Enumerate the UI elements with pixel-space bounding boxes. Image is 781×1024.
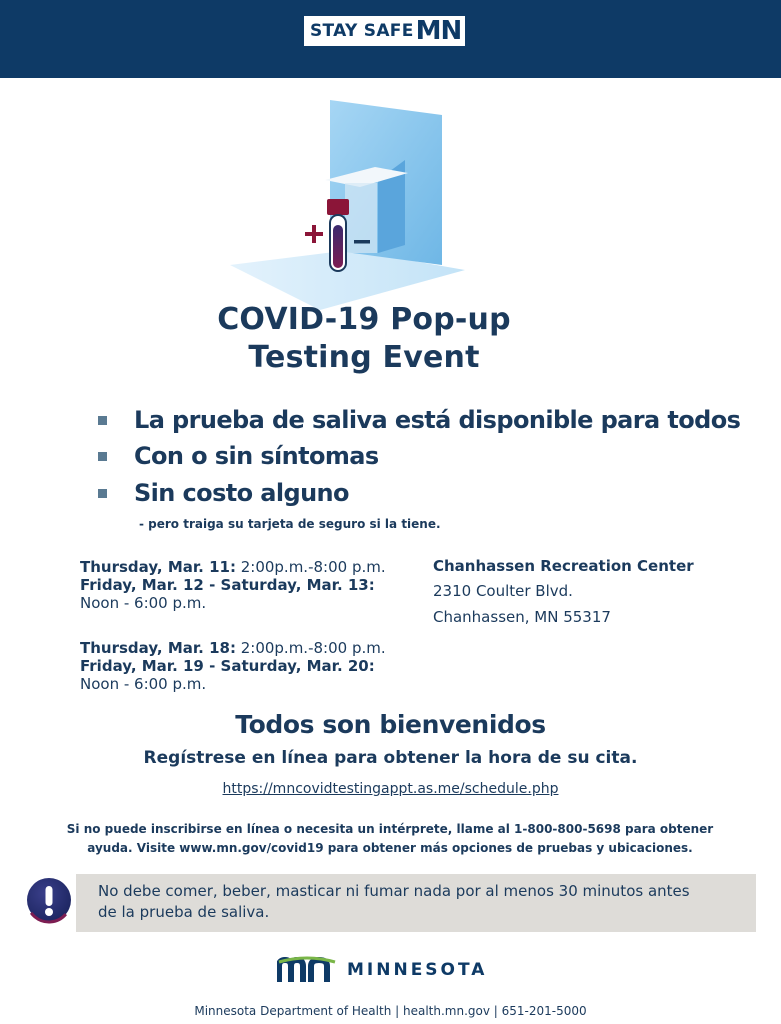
bullet-square-icon xyxy=(98,452,107,461)
bullet-square-icon xyxy=(98,489,107,498)
title-line-2: Testing Event xyxy=(248,340,480,375)
minnesota-logo xyxy=(277,956,487,984)
bullet-text: La prueba de saliva está disponible para todos xyxy=(134,406,741,434)
logo-stay-safe-text: STAY SAFE xyxy=(310,21,414,41)
test-tube-illustration xyxy=(200,95,490,315)
schedule-link[interactable]: https://mncovidtestingappt.as.me/schedule.php xyxy=(222,781,559,797)
logo-mn-text: MN xyxy=(415,16,462,46)
help-text-line: Si no puede inscribirse en línea o necesita un intérprete, llame al 1-800-800-5698 para obtener xyxy=(66,822,714,836)
bullet-item xyxy=(98,442,379,470)
schedule-day-label: Thursday, Mar. 18: xyxy=(80,639,236,657)
schedule-day-label: Friday, Mar. 19 - Saturday, Mar. 20: xyxy=(80,657,375,675)
schedule-time: 2:00p.m.-8:00 p.m. xyxy=(235,558,386,576)
help-text-line: ayuda. Visite www.mn.gov/covid19 para obtener más opciones de pruebas y ubicaciones. xyxy=(87,841,693,855)
location-city: Chanhassen, MN 55317 xyxy=(433,608,611,626)
welcome-heading: Todos son bienvenidos xyxy=(235,710,546,739)
help-text xyxy=(60,820,720,858)
header-bar xyxy=(0,0,781,78)
schedule-time: Noon - 6:00 p.m. xyxy=(80,675,207,693)
footer-contact-line: Minnesota Department of Health | health.mn.gov | 651-201-5000 xyxy=(194,1004,587,1018)
mn-mark-icon xyxy=(277,956,337,984)
bullet-item xyxy=(98,479,349,507)
schedule-day-label: Friday, Mar. 12 - Saturday, Mar. 13: xyxy=(80,576,375,594)
schedule-time: 2:00p.m.-8:00 p.m. xyxy=(235,639,386,657)
bullet-text: Sin costo alguno xyxy=(134,479,349,507)
minnesota-wordmark: MINNESOTA xyxy=(347,960,488,980)
schedule-week-2 xyxy=(80,639,386,693)
title-line-1: COVID-19 Pop-up xyxy=(217,302,511,337)
bullet-item xyxy=(98,406,740,434)
exclamation-icon xyxy=(25,876,73,924)
warning-text-line: de la prueba de saliva. xyxy=(98,903,270,921)
location-street: 2310 Coulter Blvd. xyxy=(433,582,573,600)
stay-safe-mn-logo xyxy=(304,16,465,46)
warning-text-line: No debe comer, beber, masticar ni fumar nada por al menos 30 minutos antes xyxy=(98,882,690,900)
insurance-note: - pero traiga su tarjeta de seguro si la tiene. xyxy=(139,517,441,531)
bullet-square-icon xyxy=(98,416,107,425)
schedule-week-1 xyxy=(80,558,386,612)
warning-box xyxy=(76,874,756,932)
bullet-text: Con o sin síntomas xyxy=(134,442,379,470)
schedule-time: Noon - 6:00 p.m. xyxy=(80,594,207,612)
location-name: Chanhassen Recreation Center xyxy=(433,557,694,575)
register-subheading: Regístrese en línea para obtener la hora de su cita. xyxy=(143,748,638,768)
warning-text xyxy=(98,881,738,923)
schedule-day-label: Thursday, Mar. 11: xyxy=(80,558,236,576)
